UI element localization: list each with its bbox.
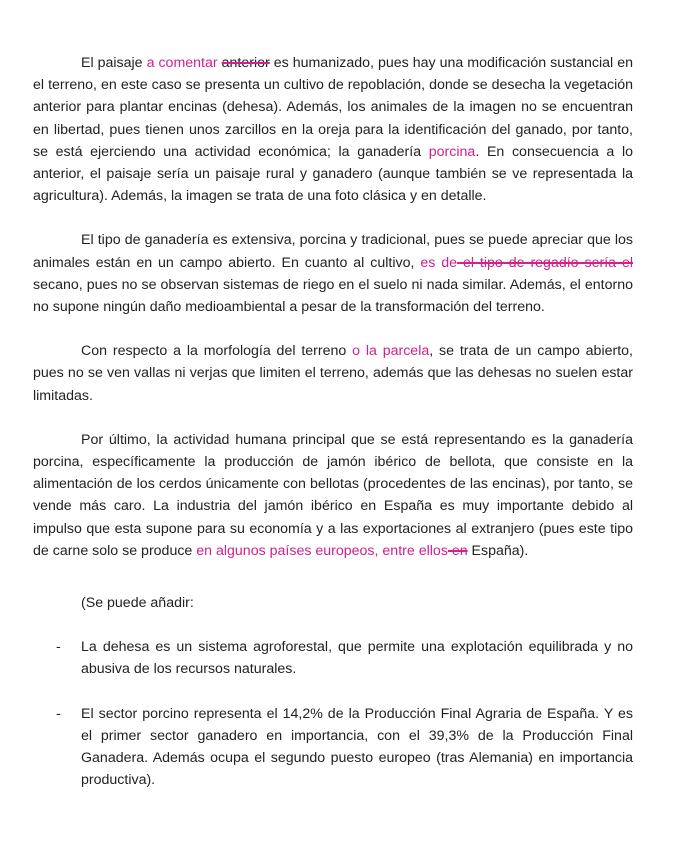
text-run: . En consecuencia a lo anterior, el paisaje sería un paisaje rural y ganadero (aunque también se ve representada la agricultura). Además, la imagen se trata de una foto clásica y en detalle. bbox=[33, 143, 633, 205]
text-run: secano, pues no se observan sistemas de riego en el suelo ni nada similar. Además, el entorno no supone ningún daño medioambiental a pesar de la transformación del terreno. bbox=[33, 276, 633, 316]
text-run: España). bbox=[467, 542, 529, 559]
text-run: Por último, la actividad humana principal que se está representando es la ganadería porcina, específicamente la producción de jamón ibérico de bellota, que consiste en la alimentación de los cerdos únicamente con bellotas (procedentes de las encinas), por tanto, se vende más caro. La industria del jamón ibérico en España es muy importante debido al impulso que esta supone para su economía y a las exportaciones al extranjero (pues este tipo de carne solo se produce bbox=[33, 431, 633, 559]
dash-bullet: - bbox=[56, 639, 61, 656]
text-run: Con respecto a la morfología del terreno bbox=[81, 343, 353, 360]
text-run: El tipo de ganadería es extensiva, porcina y tradicional, pues se puede apreciar que los animales están en un campo abierto. En cuanto al cultivo, bbox=[33, 232, 633, 271]
text-run: , se trata de un campo abierto, pues no se ven vallas ni verjas que limiten el terreno, además que las dehesas no suelen estar limitadas. bbox=[33, 343, 633, 404]
list-item-text: La dehesa es un sistema agroforestal, que permite una explotación equilibrada y no abusiva de los recursos naturales. bbox=[81, 639, 633, 678]
inserted-text: es de bbox=[420, 254, 458, 271]
text-run: es humanizado, pues hay una modificación sustancial en el terreno, en este caso se presenta un cultivo de repoblación, donde se desecha la vegetación anterior para plantar encinas (dehesa). Además, los animales de la imagen no se encuentran en libertad, pues tienen unos zarcillos en la oreja para la identificación del ganado, por tanto, se está ejerciendo una actividad económica; la ganadería bbox=[33, 55, 633, 160]
text-run: El paisaje bbox=[81, 55, 147, 71]
paragraph-morphology bbox=[33, 340, 633, 407]
inserted-text: a comentar bbox=[146, 55, 218, 71]
paragraph-landscape bbox=[33, 52, 633, 207]
paragraph-human-activity bbox=[33, 429, 633, 562]
addendum-note: (Se puede añadir: bbox=[81, 595, 194, 612]
deleted-text: anterior bbox=[221, 55, 270, 71]
dash-bullet: - bbox=[56, 705, 61, 722]
list-item bbox=[33, 636, 633, 680]
list-item bbox=[33, 703, 633, 792]
inserted-text: en algunos países europeos, entre ellos bbox=[196, 542, 448, 559]
paragraph-livestock-type bbox=[33, 229, 633, 318]
deleted-text: el tipo de regadío sería el bbox=[457, 254, 633, 271]
deleted-text: en bbox=[447, 542, 468, 559]
addendum-list bbox=[33, 636, 633, 791]
inserted-text: o la parcela bbox=[352, 343, 430, 360]
list-item-text: El sector porcino representa el 14,2% de la Producción Final Agraria de España. Y es el primer sector ganadero en importancia, con el 39,3% de la Producción Final Ganadera. Además ocupa el segundo puesto europeo (tras Alemania) en importancia productiva). bbox=[81, 705, 633, 789]
inserted-text: porcina bbox=[428, 143, 476, 160]
